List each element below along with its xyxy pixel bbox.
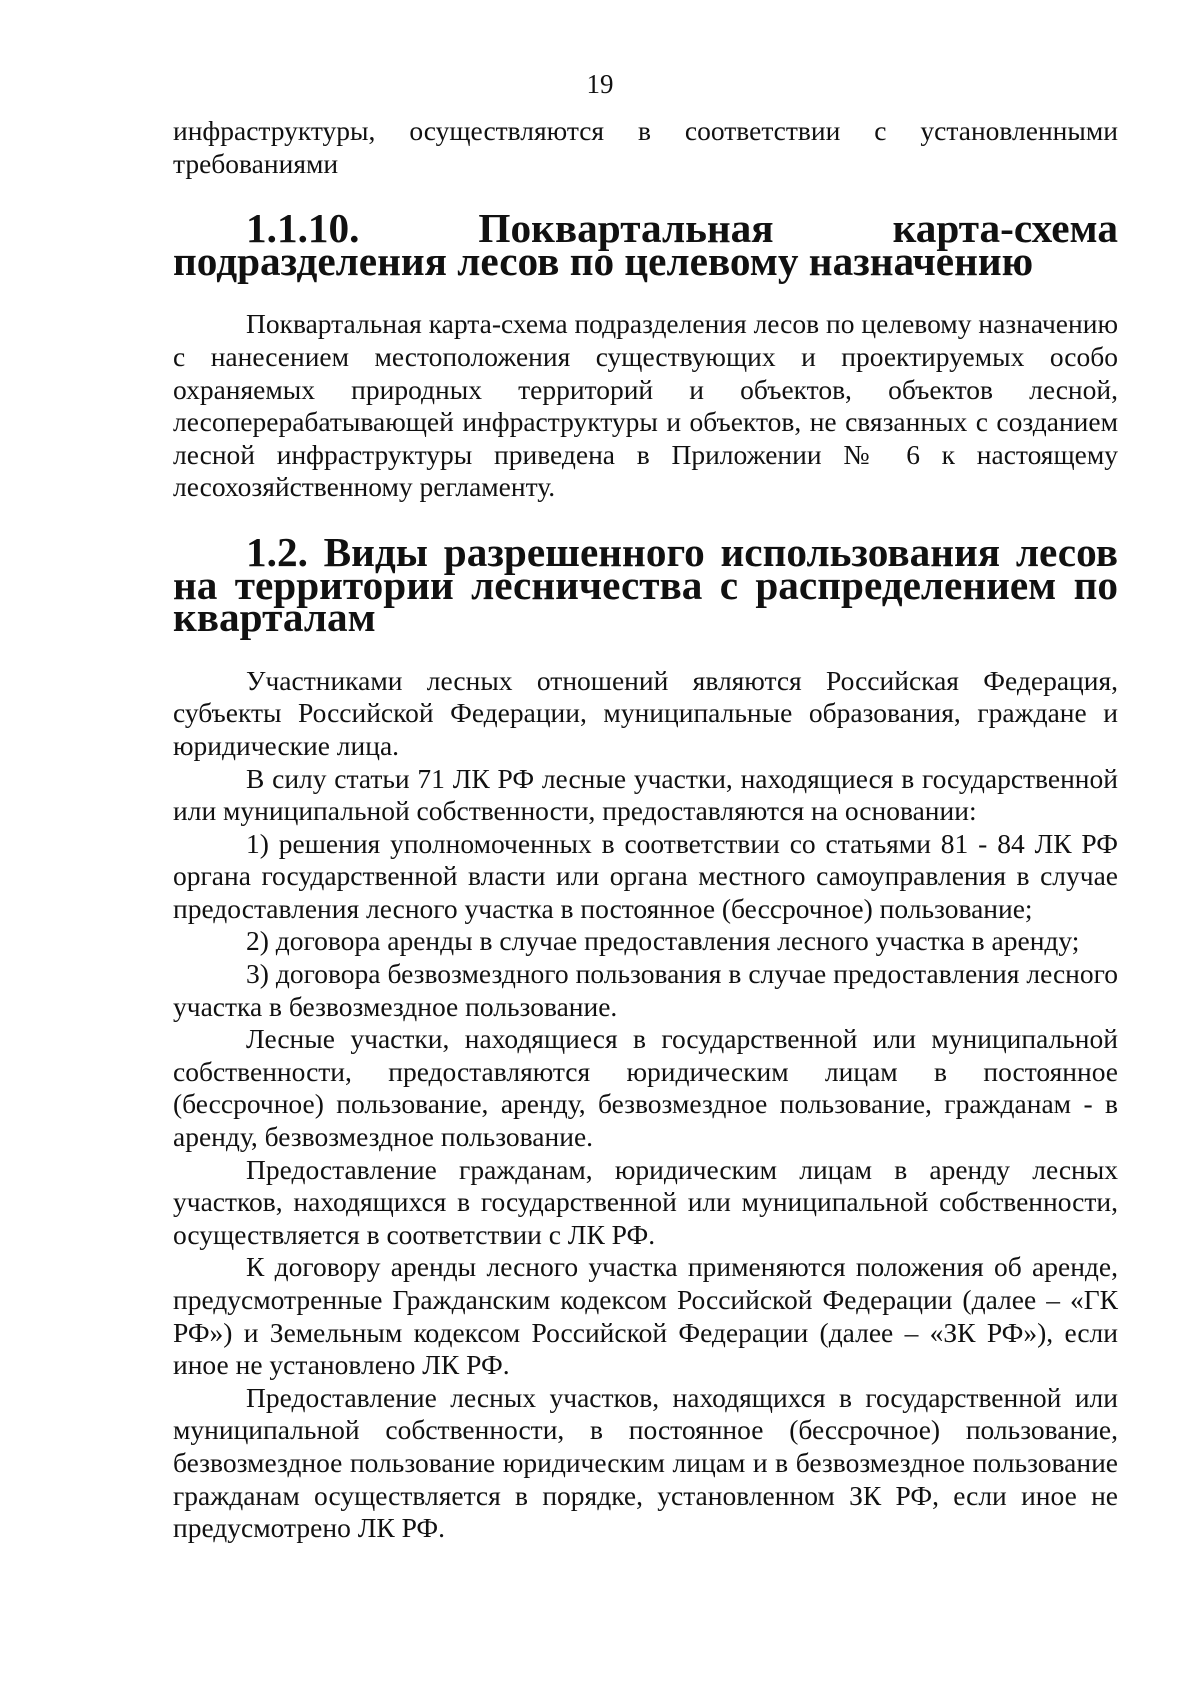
section-1-2-paragraph-8: К договору аренды лесного участка применяются положения об аренде, предусмотренные Гражданским кодексом Российской Федерации (далее – «ГК РФ») и Земельным кодексом Российской Федерации (далее – «ЗК РФ»), если иное не установлено ЛК РФ. [173, 1251, 1118, 1381]
section-1-2-paragraph-7: Предоставление гражданам, юридическим лицам в аренду лесных участков, находящихся в государственной или муниципальной собственности, осуществляется в соответствии с ЛК РФ. [173, 1153, 1118, 1250]
section-1-1-10-paragraph: Поквартальная карта-схема подразделения лесов по целевому назначению с нанесением местоположения существующих и проектируемых особо охраняемых природных территорий и объектов, объектов лесной, лесоперерабатывающей инфраструктуры и объектов, не связанных с созданием лесной инфраструктуры приведена в Приложении № 6 к настоящему лесохозяйственному регламенту. [173, 308, 1118, 503]
section-heading-1-2: 1.2. Виды разрешенного использования лесов на территории лесничества с распределением по кварталам [173, 528, 1118, 641]
list-item-3: 3) договора безвозмездного пользования в случае предоставления лесного участка в безвозмездное пользование. [173, 958, 1118, 1022]
section-1-2-paragraph-1: Участниками лесных отношений являются Российская Федерация, субъекты Российской Федерации, муниципальные образования, граждане и юридические лица. [173, 664, 1118, 761]
list-item-2: 2) договора аренды в случае предоставления лесного участка в аренду; [246, 925, 1080, 957]
list-item-1: 1) решения уполномоченных в соответствии со статьями 81 - 84 ЛК РФ органа государственной власти или органа местного самоуправления в случае предоставления лесного участка в постоянное (бессрочное) пользование; [173, 827, 1118, 924]
section-1-2-paragraph-2: В силу статьи 71 ЛК РФ лесные участки, находящиеся в государственной или муниципальной собственности, предоставляются на основании: [173, 762, 1118, 827]
document-body [173, 115, 1118, 1545]
section-1-2-paragraph-9: Предоставление лесных участков, находящихся в государственной или муниципальной собственности, в постоянное (бессрочное) пользование, безвозмездное пользование юридическим лицам и в безвозмездное пользование гражданам осуществляется в порядке, установленном ЗК РФ, если иное не предусмотрено ЛК РФ. [173, 1381, 1118, 1544]
section-heading-1-1-10: 1.1.10. Поквартальная карта-схема подразделения лесов по целевому назначению [173, 205, 1118, 284]
continuation-paragraph: инфраструктуры, осуществляются в соответствии с установленными требованиями [173, 115, 1118, 179]
page-number: 19 [586, 69, 614, 99]
section-1-2-paragraph-6: Лесные участки, находящиеся в государственной или муниципальной собственности, предоставляются юридическим лицам в постоянное (бессрочное) пользование, аренду, безвозмездное пользование, гражданам - в аренду, безвозмездное пользование. [173, 1023, 1118, 1153]
